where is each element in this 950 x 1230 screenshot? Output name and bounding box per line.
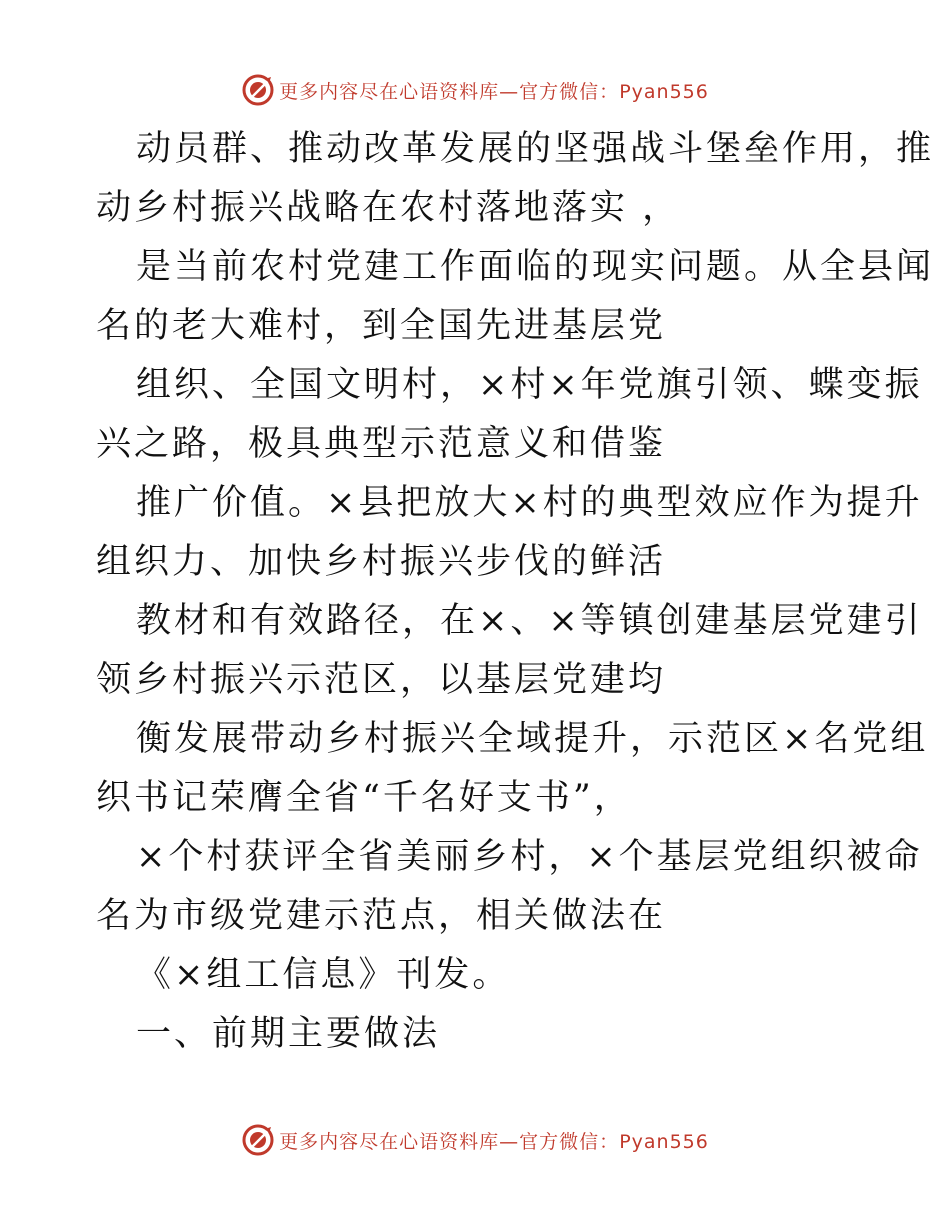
paragraph-line: 是当前农村党建工作面临的现实问题。从全县闻 xyxy=(136,247,935,287)
paragraph-line: 教材和有效路径，在×、×等镇创建基层党建引 xyxy=(136,601,923,641)
paragraph-line: 兴之路，极具典型示范意义和借鉴 xyxy=(96,424,667,464)
header-watermark-banner xyxy=(0,70,950,110)
pen-logo-icon xyxy=(241,1123,275,1157)
paragraph-line: 领乡村振兴示范区，以基层党建均 xyxy=(96,660,667,700)
paragraph-line: 名的老大难村，到全国先进基层党 xyxy=(96,306,667,346)
banner-text: 更多内容尽在心语资料库—官方微信：Pyan556 xyxy=(279,80,709,103)
pen-logo-icon xyxy=(241,73,275,107)
paragraph-line: ×个村获评全省美丽乡村，×个基层党组织被命 xyxy=(136,837,923,877)
banner-text: 更多内容尽在心语资料库—官方微信：Pyan556 xyxy=(279,1130,709,1153)
paragraph-line: 《×组工信息》刊发。 xyxy=(136,955,511,995)
paragraph-line: 推广价值。×县把放大×村的典型效应作为提升 xyxy=(136,483,923,523)
paragraph-line: 动员群、推动改革发展的坚强战斗堡垒作用，推 xyxy=(136,129,935,169)
paragraph-line: 动乡村振兴战略在农村落地落实 ， xyxy=(96,188,681,228)
paragraph-line: 名为市级党建示范点，相关做法在 xyxy=(96,896,667,936)
paragraph-line: 组织、全国文明村，×村×年党旗引领、蝶变振 xyxy=(136,365,923,405)
document-body xyxy=(96,120,935,1064)
section-heading: 一、前期主要做法 xyxy=(136,1014,441,1054)
paragraph-line: 织书记荣膺全省“千名好支书”， xyxy=(96,778,632,818)
paragraph-line: 组织力、加快乡村振兴步伐的鲜活 xyxy=(96,542,667,582)
paragraph-line: 衡发展带动乡村振兴全域提升，示范区×名党组 xyxy=(136,719,929,759)
footer-watermark-banner xyxy=(0,1120,950,1160)
